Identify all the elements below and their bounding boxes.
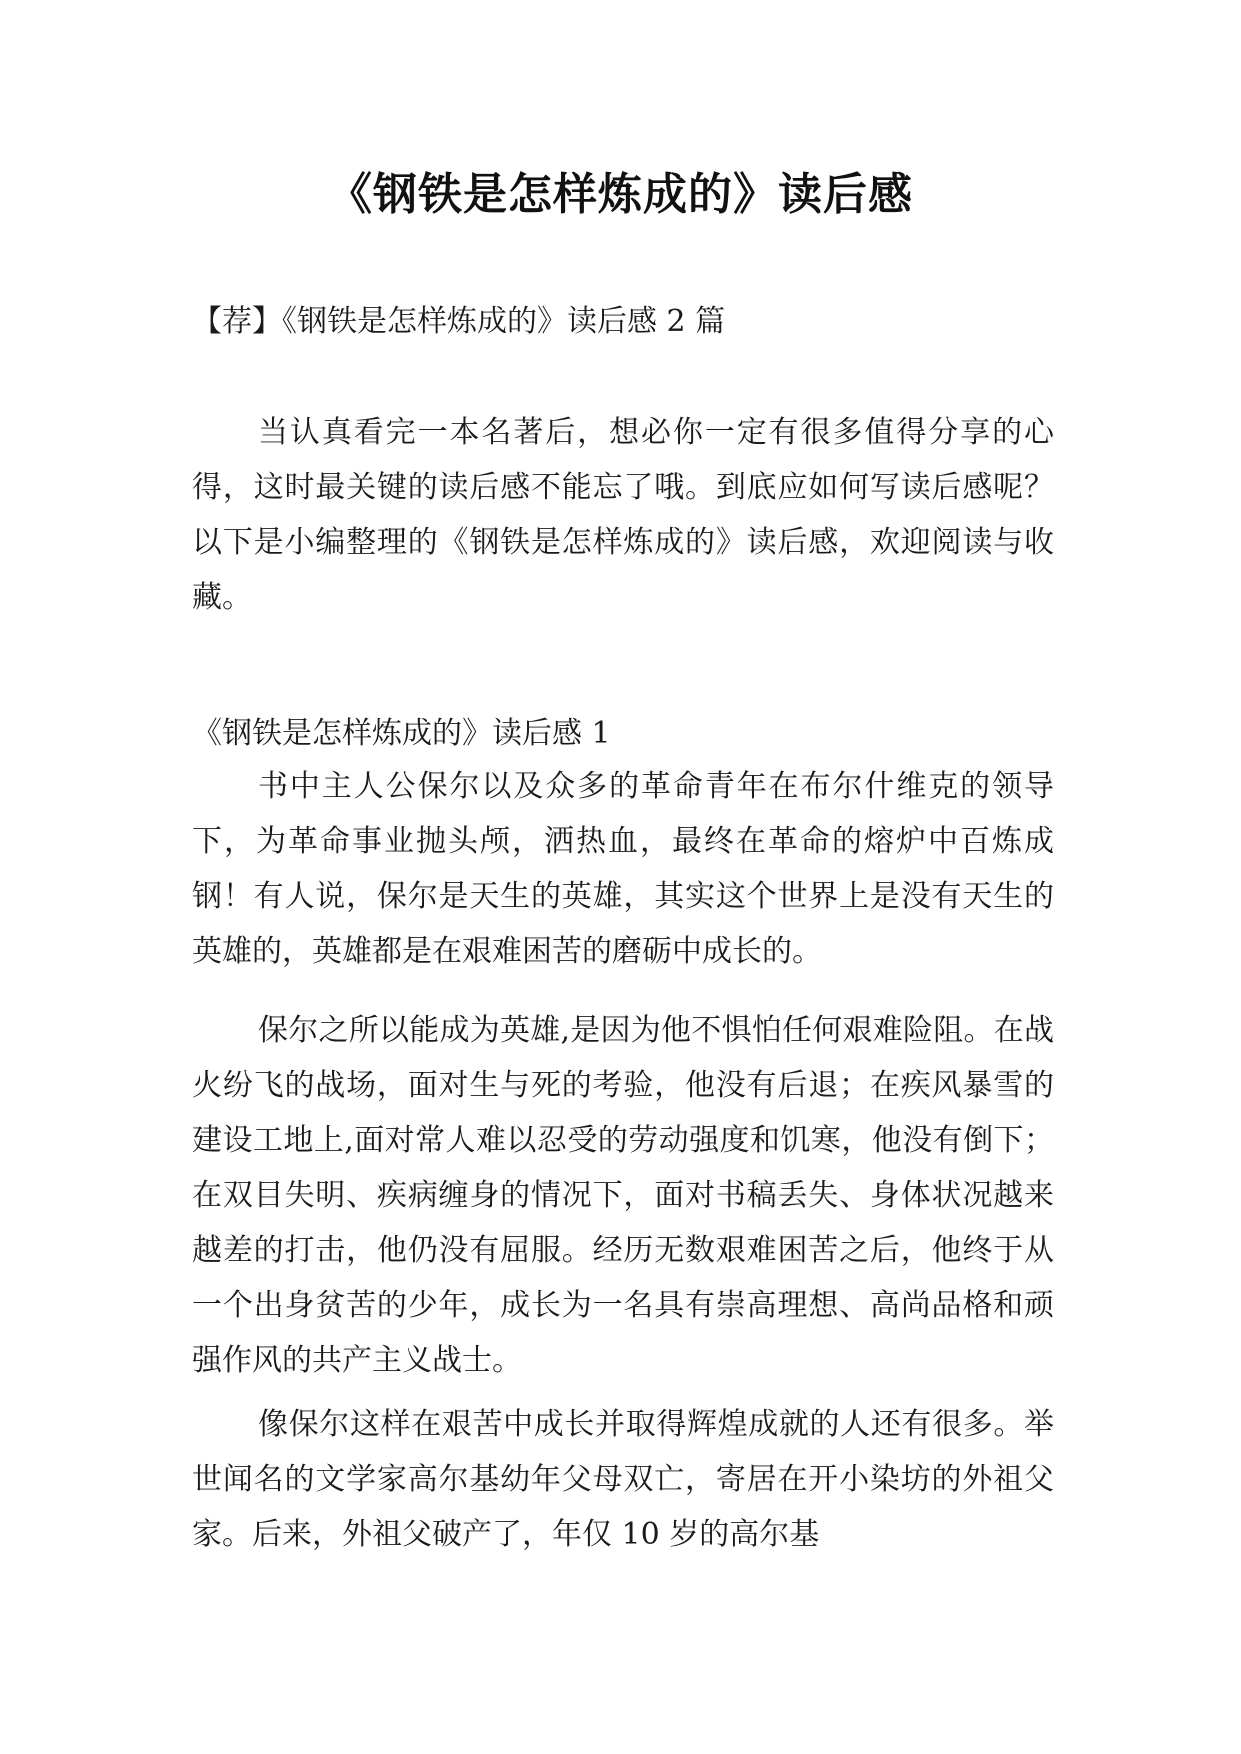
intro-paragraph: 当认真看完一本名著后，想必你一定有很多值得分享的心得，这时最关键的读后感不能忘了哦。到底应如何写读后感呢？以下是小编整理的《钢铁是怎样炼成的》读后感，欢迎阅读与收藏。 xyxy=(192,415,1054,615)
document-subtitle: 【荐】《钢铁是怎样炼成的》读后感 2 篇 xyxy=(192,304,726,339)
section-heading-1: 《钢铁是怎样炼成的》读后感 1 xyxy=(192,716,611,751)
body-paragraph-2: 保尔之所以能成为英雄,是因为他不惧怕任何艰难险阻。在战火纷飞的战场，面对生与死的考验，他没有后退；在疾风暴雪的建设工地上,面对常人难以忍受的劳动强度和饥寒，他没有倒下；在双目失明、疾病缠身的情况下，面对书稿丢失、身体状况越来越差的打击，他仍没有屈服。经历无数艰难困苦之后，他终于从一个出身贫苦的少年，成长为一名具有崇高理想、高尚品格和顽强作风的共产主义战士。 xyxy=(192,1013,1054,1378)
page-title: 《钢铁是怎样炼成的》读后感 xyxy=(328,169,913,220)
body-paragraph-1: 书中主人公保尔以及众多的革命青年在布尔什维克的领导下，为革命事业抛头颅，洒热血，最终在革命的熔炉中百炼成钢！有人说，保尔是天生的英雄，其实这个世界上是没有天生的英雄的，英雄都是在艰难困苦的磨砺中成长的。 xyxy=(192,769,1054,969)
body-paragraph-3: 像保尔这样在艰苦中成长并取得辉煌成就的人还有很多。举世闻名的文学家高尔基幼年父母双亡，寄居在开小染坊的外祖父家。后来，外祖父破产了，年仅 10 岁的高尔基 xyxy=(192,1407,1054,1552)
